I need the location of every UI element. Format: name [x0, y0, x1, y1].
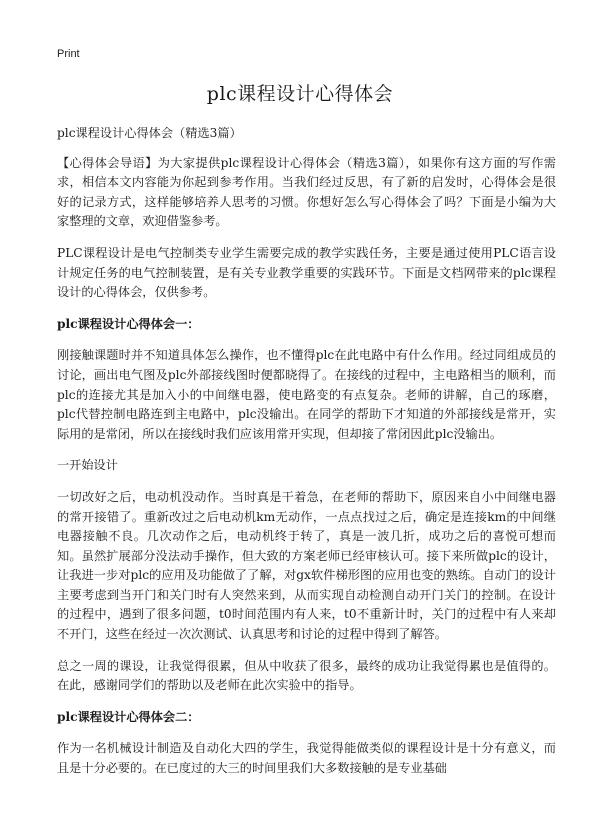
section-heading-1: plc课程设计心得体会一：	[57, 316, 200, 331]
article-subtitle: plc课程设计心得体会（精选3篇）	[57, 126, 242, 140]
section1-paragraph-2: 一切改好之后，电动机没动作。当时真是干着急，在老师的帮助下，原因来自小中间继电器的常开接错了。重新改过之后电动机km无动作，一点点找过之后，确定是连接km的中间继电器接触不良。几次动作之后，电动机终于转了，真是一波几折，成功之后的喜悦可想而知。虽然扩展部分没法动手操作，但大致的方案老师已经审核认可。接下来所做plc的设计，让我进一步对plc的应用及功能做了了解，对gx软件梯形图的应用也变的熟练。自动门的设计主要考虑到当开门和关门时有人突然来到，从而实现自动检测自动开门关门的控制。在设计的过程中，遇到了很多问题，t0时间范围内有人来，t0不重新计时，关门的过程中有人来却不开门，这些在经过一次次测试、认真思考和讨论的过程中得到了解答。	[57, 489, 556, 642]
print-link[interactable]: Print	[57, 48, 80, 60]
section-heading-2: plc课程设计心得体会二：	[57, 709, 200, 724]
intro-paragraph: 【心得体会导语】为大家提供plc课程设计心得体会（精选3篇），如果你有这方面的写作需求，相信本文内容能为你起到参考作用。当我们经过反思，有了新的启发时，心得体会是很好的记录方式，这样能够培养人思考的习惯。你想好怎么写心得体会了吗？下面是小编为大家整理的文章，欢迎借鉴参考。	[57, 155, 556, 229]
description-paragraph: PLC课程设计是电气控制类专业学生需要完成的教学实践任务，主要是通过使用PLC语言设计规定任务的电气控制装置，是有关专业教学重要的实践环节。下面是文档网带来的plc课程设计的心得体会，仅供参考。	[57, 245, 556, 300]
section1-paragraph-3: 总之一周的课设，让我觉得很累，但从中收获了很多，最终的成功让我觉得累也是值得的。在此，感谢同学们的帮助以及老师在此次实验中的指导。	[57, 658, 556, 693]
section1-label: 一开始设计	[57, 458, 118, 473]
page-title: plc课程设计心得体会	[206, 83, 394, 105]
section2-paragraph-1: 作为一名机械设计制造及自动化大四的学生，我觉得能做类似的课程设计是十分有意义，而且是十分必要的。在已度过的大三的时间里我们大多数接触的是专业基础	[57, 741, 556, 776]
article-body	[57, 124, 556, 791]
section1-paragraph-1: 刚接触课题时并不知道具体怎么操作，也不懂得plc在此电路中有什么作用。经过同组成员的讨论，画出电气图及plc外部接线图时便都晓得了。在接线的过程中，主电路相当的顺利，而plc的连接尤其是加入小的中间继电器，使电路变的有点复杂。老师的讲解，自己的琢磨，plc代替控制电路连到主电路中，plc没输出。在同学的帮助下才知道的外部接线是常开，实际用的是常闭，所以在接线时我们应该用常开实现，但却接了常闭因此plc没输出。	[57, 348, 556, 441]
